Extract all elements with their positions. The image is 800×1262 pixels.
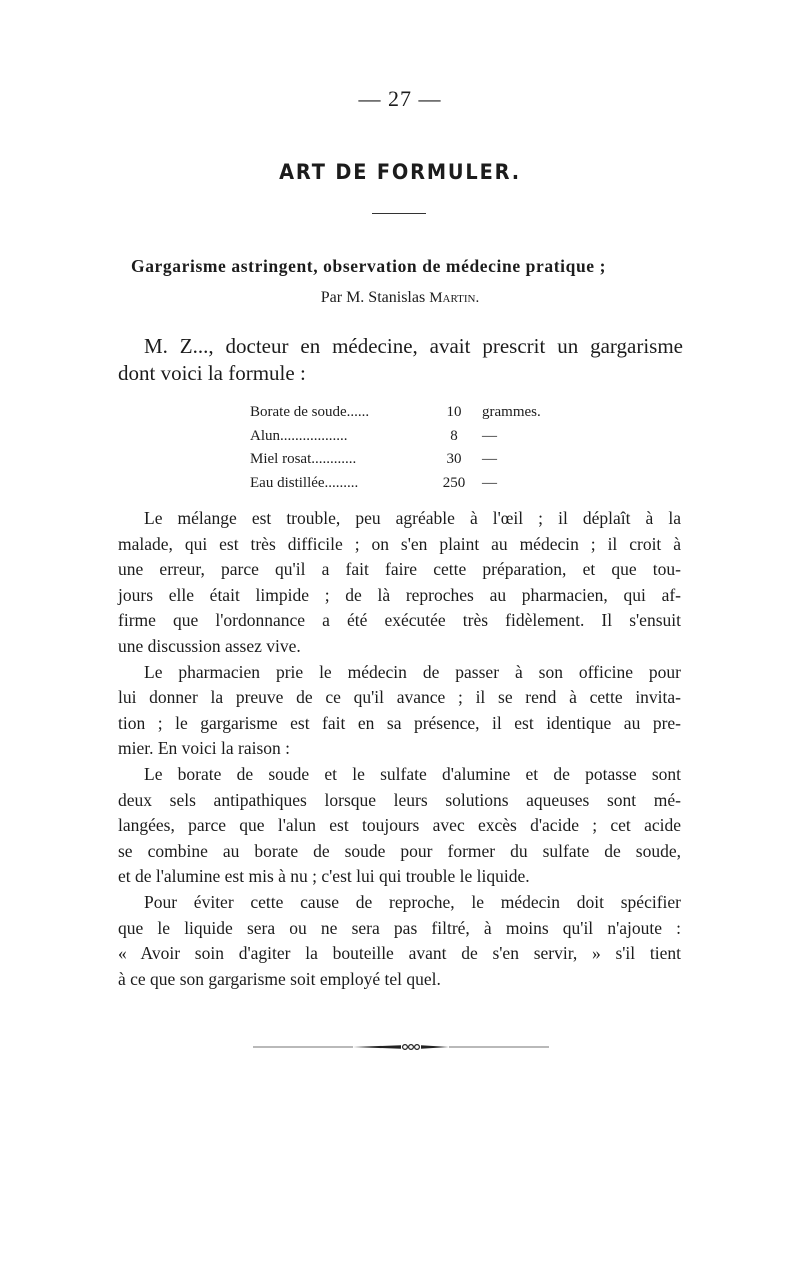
text-line: mier. En voici la raison : — [118, 738, 291, 759]
text-line: que le liquide sera ou ne sera pas filtré, à moins qu'il n'ajoute : — [118, 917, 681, 938]
intro-paragraph — [118, 333, 683, 387]
text-line: lui donner la preuve de ce qu'il avance ; il se rend à cette invita- — [118, 687, 681, 708]
title-rule — [372, 213, 426, 214]
page-number: — 27 — — [358, 86, 442, 111]
byline-prefix: Par M. Stanislas — [320, 289, 430, 306]
chapter-title: ART DE FORMULER. — [279, 160, 521, 184]
text-line: jours elle était limpide ; de là reproches au pharmacien, qui af- — [118, 584, 681, 605]
article-title: Gargarisme astringent, observation de médecine pratique ; — [131, 256, 607, 276]
text-line: et de l'alumine est mis à nu ; c'est lui qui trouble le liquide. — [118, 866, 530, 887]
byline — [0, 289, 800, 307]
text-line: langées, parce que l'alun est toujours avec excès d'acide ; cet acide — [118, 815, 681, 836]
paragraph — [118, 660, 681, 762]
paragraph — [118, 506, 681, 660]
recipe-formula — [250, 401, 570, 495]
ingredient-name: Eau distillée......... — [250, 474, 359, 491]
ingredient-unit: — — [482, 474, 497, 491]
text-line: firme que l'ordonnance a été exécutée très fidèlement. Il s'ensuit — [118, 610, 681, 631]
text-line: malade, qui est très difficile ; on s'en plaint au médecin ; il croit à — [118, 533, 681, 554]
ingredient-qty: 30 — [446, 451, 462, 467]
text-line: Le borate de soude et le sulfate d'alumine et de potasse sont — [144, 763, 681, 784]
paragraph — [118, 762, 681, 890]
text-line: tion ; le gargarisme est fait en sa présence, il est identique au pre- — [118, 712, 681, 733]
paragraph — [118, 890, 681, 992]
ingredient-qty: 8 — [450, 427, 458, 444]
recipe-row — [250, 472, 570, 496]
text-line: se combine au borate de soude pour former du sulfate de soude, — [118, 840, 681, 861]
ingredient-name: Borate de soude...... — [250, 404, 370, 420]
text-line: Le pharmacien prie le médecin de passer à son officine pour — [144, 661, 681, 682]
text-line: deux sels antipathiques lorsque leurs solutions aqueuses sont mé- — [118, 789, 681, 810]
byline-author: Martin. — [429, 290, 480, 306]
text-line: une erreur, parce qu'il a fait faire cette préparation, et que tou- — [118, 559, 681, 580]
text-line: Pour éviter cette cause de reproche, le médecin doit spécifier — [144, 891, 681, 912]
ingredient-unit: — — [482, 451, 497, 467]
text-line: Le mélange est trouble, peu agréable à l'œil ; il déplaît à la — [144, 508, 681, 528]
end-ornament — [253, 1043, 549, 1051]
text-line: une discussion assez vive. — [118, 635, 301, 656]
ingredient-name: Alun.................. — [250, 427, 348, 444]
ingredient-qty: 250 — [442, 474, 466, 491]
body-text — [118, 506, 681, 992]
text-line: « Avoir soin d'agiter la bouteille avant de s'en servir, » s'il tient — [118, 943, 681, 964]
recipe-row — [250, 425, 570, 449]
ingredient-unit: grammes. — [482, 404, 541, 420]
ingredient-name: Miel rosat............ — [250, 451, 357, 467]
ingredient-qty: 10 — [446, 404, 462, 420]
intro-line: M. Z..., docteur en médecine, avait prescrit un gargarisme — [144, 334, 683, 358]
recipe-row — [250, 448, 570, 472]
ingredient-unit: — — [482, 427, 497, 444]
text-line: à ce que son gargarisme soit employé tel quel. — [118, 968, 441, 989]
recipe-row — [250, 401, 570, 425]
intro-line: dont voici la formule : — [118, 361, 306, 385]
